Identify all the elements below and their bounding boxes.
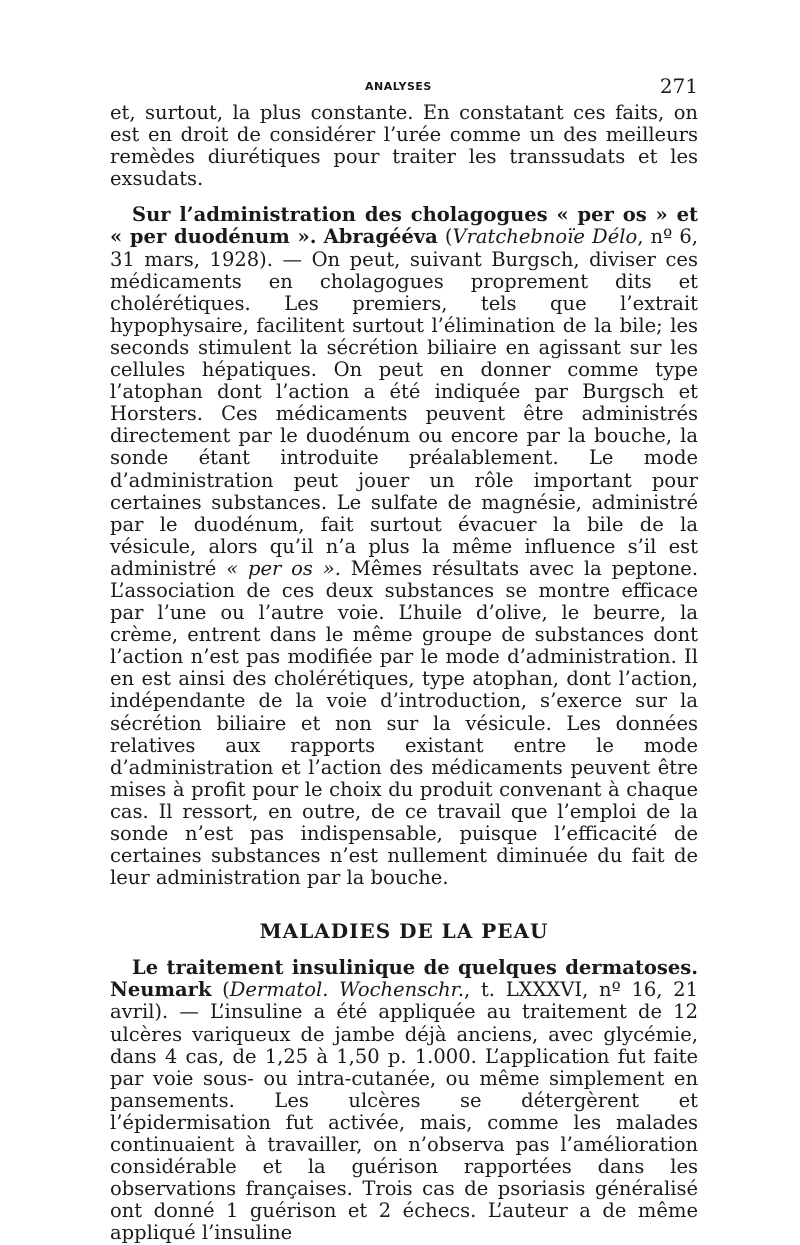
- section-title: MALADIES DE LA PEAU: [259, 919, 549, 944]
- article2-citation: , t. LXXXVI, nº 16, 21 avril).: [110, 978, 698, 1024]
- article-body-continued: Mêmes résultats avec la peptone. L’association de ces deux substances se montre efficace par l’une ou l’autre voie. L’huile d’olive, le beurre, la crème, entrent dans le même groupe de substances dont l’action n’est pas modifiée par le mode d’administration. Il en est ainsi des cholérétiques, type atophan, dont l’action, indépendante de la voie d’introduction, s’exerce sur la sécrétion biliaire et non sur la vésicule. Les données relatives aux rapports existant entre le mode d’administration et l’action des médicaments peuvent être mises à profit pour le choix du produit convenant à chaque cas. Il ressort, en outre, de ce travail que l’emploi de la sonde n’est pas indispensable, puisque l’efficacité de certaines substances n’est nullement diminuée du fait de leur administration par la bouche.: [110, 556, 699, 890]
- article-citation: , nº 6, 31 mars, 1928).: [110, 225, 699, 271]
- running-title: ANALYSES: [365, 80, 432, 93]
- page-number: 271: [659, 74, 698, 98]
- article2-journal: Dermatol. Wochenschr.: [229, 978, 465, 1002]
- page-header: [110, 74, 698, 102]
- per-os-phrase: « per os ».: [226, 556, 341, 580]
- article-insuline: Le traitement insulinique de quelques dermatoses. Neumark (Dermatol. Wochenschr., t. LXXXVI, nº 16, 21 avril). — L’insuline a été appliquée au traitement de 12 ulcères variqueux de jambe déjà anciens, avec glycémie, dans 4 cas, de 1,25 à 1,50 p. 1.000. L’application fut faite par voie sous- ou intra-cutanée, ou même simplement en pansements. Les ulcères se détergèrent et l’épidermisation fut activée, mais, comme les malades continuaient à travailler, on n’observa pas l’amélioration considérable et la guérison rapportées dans les observations françaises. Trois cas de psoriasis généralisé ont donné 1 guérison et 2 échecs. L’auteur a de même appliqué l’insuline: [110, 956, 698, 1245]
- article-author: Abragééva: [323, 225, 438, 249]
- article2-author: Neumark: [110, 978, 212, 1002]
- article-cholagogues: Sur l’administration des cholagogues « per os » et « per duodénum ». Abragééva (Vratchebnoïe Délo, nº 6, 31 mars, 1928). — On peut, suivant Burgsch, diviser ces médicaments en cholagogues proprement dits et cholérétiques. Les premiers, tels que l’extrait hypophysaire, facilitent surtout l’élimination de la bile; les seconds stimulent la sécrétion biliaire en agissant sur les cellules hépatiques. On peut en donner comme type l’atophan dont l’action a été indiquée par Burgsch et Horsters. Ces médicaments peuvent être administrés directement par le duodénum ou encore par la bouche, la sonde étant introduite préalablement. Le mode d’administration peut jouer un rôle important pour certaines substances. Le sulfate de magnésie, administré par le duodénum, fait surtout évacuer la bile de la vésicule, alors qu’il n’a plus la même influence s’il est administré « per os ». Mêmes résultats avec la peptone. L’association de ces deux substances se montre efficace par l’une ou l’autre voie. L’huile d’olive, le beurre, la crème, entrent dans le même groupe de substances dont l’action n’est pas modifiée par le mode d’administration. Il en est ainsi des cholérétiques, type atophan, dont l’action, indépendante de la voie d’introduction, s’exerce sur la sécrétion biliaire et non sur la vésicule. Les données relatives aux rapports existant entre le mode d’administration et l’action des médicaments peuvent être mises à profit pour le choix du produit convenant à chaque cas. Il ressort, en outre, de ce travail que l’emploi de la sonde n’est pas indispensable, puisque l’efficacité de certaines substances n’est nullement diminuée du fait de leur administration par la bouche.: [110, 203, 699, 890]
- article2-body: — L’insuline a été appliquée au traitement de 12 ulcères variqueux de jambe déjà anciens, avec glycémie, dans 4 cas, de 1,25 à 1,50 p. 1.000. L’application fut faite par voie sous- ou intra-cutanée, ou même simplement en pansements. Les ulcères se détergèrent et l’épidermisation fut activée, mais, comme les malades continuaient à travailler, on n’observa pas l’amélioration considérable et la guérison rapportées dans les observations françaises. Trois cas de psoriasis généralisé ont donné 1 guérison et 2 échecs. L’auteur a de même appliqué l’insuline: [110, 1000, 698, 1245]
- article-body: — On peut, suivant Burgsch, diviser ces médicaments en cholagogues proprement dits et cholérétiques. Les premiers, tels que l’extrait hypophysaire, facilitent surtout l’élimination de la bile; les seconds stimulent la sécrétion biliaire en agissant sur les cellules hépatiques. On peut en donner comme type l’atophan dont l’action a été indiquée par Burgsch et Horsters. Ces médicaments peuvent être administrés directement par le duodénum ou encore par la bouche, la sonde étant introduite préalablement. Le mode d’administration peut jouer un rôle important pour certaines substances. Le sulfate de magnésie, administré par le duodénum, fait surtout évacuer la bile de la vésicule, alors qu’il n’a plus la même influence s’il est administré: [110, 247, 698, 580]
- article-title: Sur l’administration des cholagogues « per os » et « per duodénum ».: [110, 203, 698, 249]
- article-journal: Vratchebnoïe Délo: [452, 225, 638, 249]
- page: [110, 74, 698, 1245]
- paragraph-continuation: et, surtout, la plus constante. En constatant ces faits, on est en droit de considérer l’urée comme un des meilleurs remèdes diurétiques pour traiter les transsudats et les exsudats.: [110, 101, 698, 191]
- article2-title: Le traitement insulinique de quelques dermatoses.: [132, 956, 698, 980]
